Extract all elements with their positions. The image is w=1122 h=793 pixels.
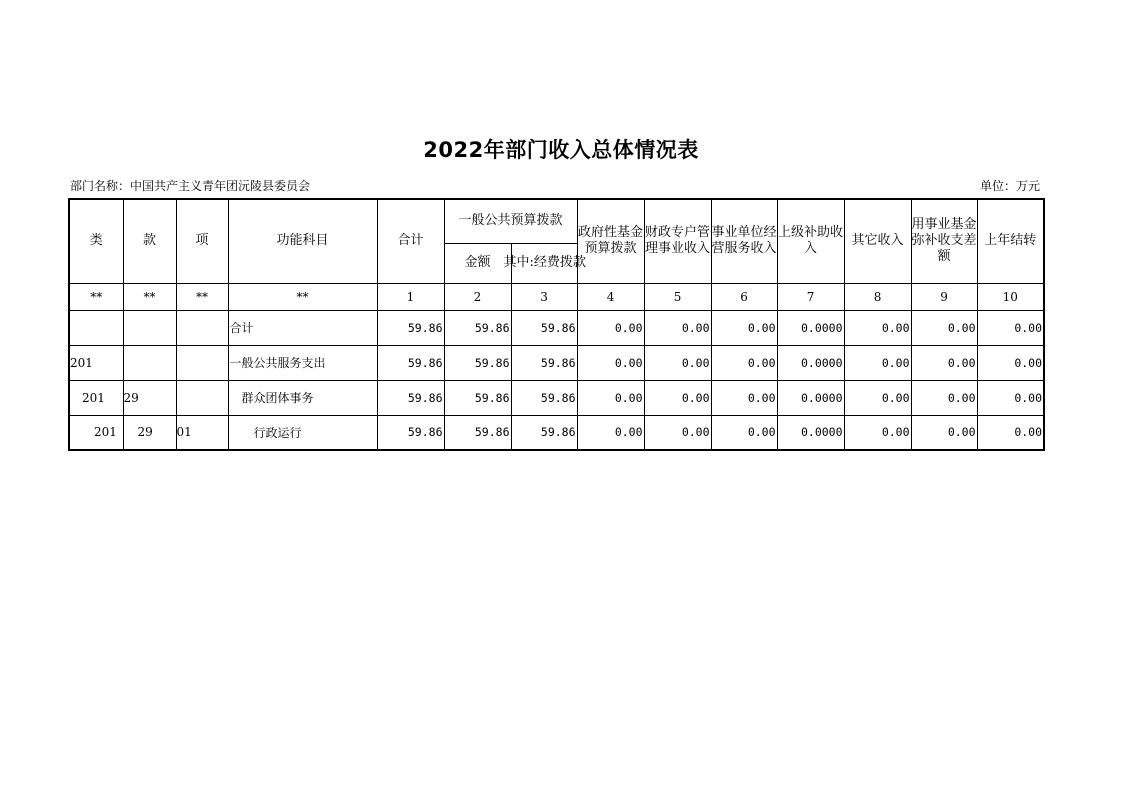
cell-lei — [69, 310, 123, 345]
table-body — [69, 310, 1044, 450]
cell-value: 0.0000 — [777, 415, 844, 450]
cell-value: 0.00 — [844, 310, 911, 345]
cell-value: 0.00 — [911, 415, 977, 450]
index-cell: ** — [69, 283, 123, 310]
header-zhengfu: 政府性基金预算拨款 — [577, 199, 644, 283]
index-cell: 5 — [644, 283, 711, 310]
cell-value: 0.00 — [711, 310, 777, 345]
cell-value: 0.00 — [911, 345, 977, 380]
cell-value: 0.00 — [844, 415, 911, 450]
cell-value: 0.00 — [577, 380, 644, 415]
index-cell: ** — [176, 283, 228, 310]
cell-value: 0.00 — [577, 345, 644, 380]
cell-value: 59.86 — [511, 415, 577, 450]
table-row — [69, 380, 1044, 415]
header-caizheng: 财政专户管理事业收入 — [644, 199, 711, 283]
header-jine: 金额 — [444, 243, 511, 283]
cell-value: 59.86 — [511, 380, 577, 415]
cell-value: 59.86 — [444, 380, 511, 415]
cell-value: 0.00 — [644, 380, 711, 415]
cell-value: 0.00 — [977, 345, 1044, 380]
table-row — [69, 345, 1044, 380]
header-lei: 类 — [69, 199, 123, 283]
cell-lei: 201 — [69, 345, 123, 380]
cell-value: 59.86 — [511, 345, 577, 380]
cell-value: 0.00 — [577, 415, 644, 450]
index-cell: 2 — [444, 283, 511, 310]
cell-value: 0.00 — [844, 345, 911, 380]
cell-kuan — [123, 345, 176, 380]
index-cell: ** — [228, 283, 377, 310]
header-row-1 — [69, 199, 1044, 243]
cell-lei: 201 — [69, 380, 123, 415]
header-xiang: 项 — [176, 199, 228, 283]
page-title: 2022年部门收入总体情况表 — [423, 138, 699, 162]
cell-kuan — [123, 310, 176, 345]
cell-value: 59.86 — [444, 345, 511, 380]
header-yiban: 一般公共预算拨款 — [444, 199, 577, 243]
header-shiye: 事业单位经营服务收入 — [711, 199, 777, 283]
cell-value: 0.00 — [711, 415, 777, 450]
cell-value: 59.86 — [377, 345, 444, 380]
header-heji: 合计 — [377, 199, 444, 283]
cell-value: 59.86 — [444, 310, 511, 345]
index-cell: 7 — [777, 283, 844, 310]
index-cell: 9 — [911, 283, 977, 310]
table-row — [69, 415, 1044, 450]
revenue-table — [68, 198, 1045, 451]
cell-function-name: 行政运行 — [228, 415, 377, 450]
cell-value: 0.00 — [844, 380, 911, 415]
cell-value: 0.0000 — [777, 380, 844, 415]
index-cell: 8 — [844, 283, 911, 310]
cell-xiang — [176, 380, 228, 415]
cell-function-name: 一般公共服务支出 — [228, 345, 377, 380]
header-qita: 其它收入 — [844, 199, 911, 283]
index-cell: ** — [123, 283, 176, 310]
cell-value: 0.00 — [911, 310, 977, 345]
header-jingfei: 其中:经费拨款 — [511, 243, 577, 283]
cell-xiang — [176, 310, 228, 345]
cell-value: 0.00 — [644, 345, 711, 380]
cell-value: 0.0000 — [777, 345, 844, 380]
cell-value: 59.86 — [377, 380, 444, 415]
cell-xiang: 01 — [176, 415, 228, 450]
cell-value: 59.86 — [444, 415, 511, 450]
index-cell: 1 — [377, 283, 444, 310]
index-cell: 3 — [511, 283, 577, 310]
cell-lei: 201 — [69, 415, 123, 450]
cell-value: 59.86 — [377, 415, 444, 450]
cell-value: 0.00 — [977, 380, 1044, 415]
cell-value: 0.00 — [644, 310, 711, 345]
cell-value: 0.00 — [577, 310, 644, 345]
unit-label: 单位：万元 — [979, 179, 1040, 193]
cell-value: 0.00 — [644, 415, 711, 450]
cell-kuan: 29 — [123, 380, 176, 415]
cell-kuan: 29 — [123, 415, 176, 450]
index-cell: 6 — [711, 283, 777, 310]
table-row — [69, 310, 1044, 345]
cell-value: 0.0000 — [777, 310, 844, 345]
cell-function-name: 群众团体事务 — [228, 380, 377, 415]
cell-value: 0.00 — [977, 310, 1044, 345]
cell-xiang — [176, 345, 228, 380]
cell-value: 0.00 — [977, 415, 1044, 450]
index-cell: 10 — [977, 283, 1044, 310]
cell-value: 59.86 — [377, 310, 444, 345]
header-shangji: 上级补助收入 — [777, 199, 844, 283]
header-gongneng: 功能科目 — [228, 199, 377, 283]
cell-value: 59.86 — [511, 310, 577, 345]
cell-value: 0.00 — [911, 380, 977, 415]
cell-function-name: 合计 — [228, 310, 377, 345]
index-cell: 4 — [577, 283, 644, 310]
header-shangnian: 上年结转 — [977, 199, 1044, 283]
header-kuan: 款 — [123, 199, 176, 283]
cell-value: 0.00 — [711, 380, 777, 415]
department-name: 部门名称：中国共产主义青年团沅陵县委员会 — [70, 179, 311, 193]
header-yongshiye: 用事业基金弥补收支差额 — [911, 199, 977, 283]
cell-value: 0.00 — [711, 345, 777, 380]
index-row — [69, 283, 1044, 310]
